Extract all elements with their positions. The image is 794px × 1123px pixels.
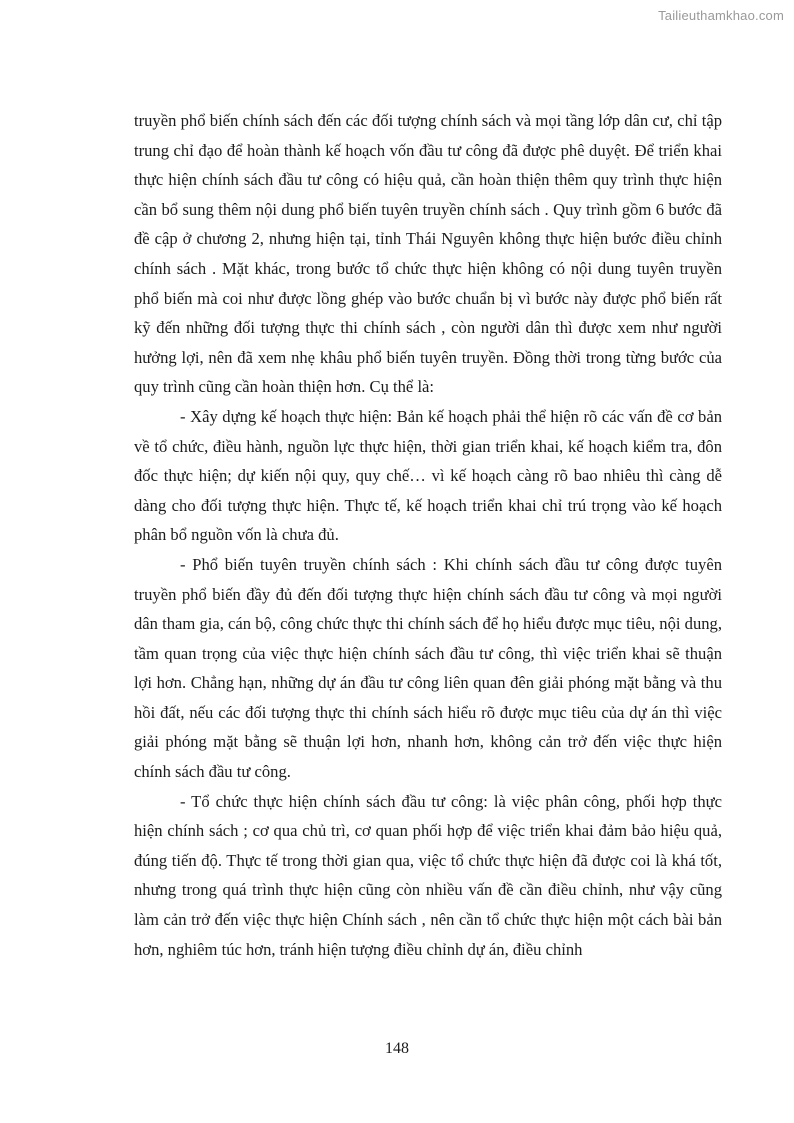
watermark: Tailieuthamkhao.com: [658, 8, 784, 23]
paragraph-continuation: truyền phổ biến chính sách đến các đối tượng chính sách và mọi tầng lớp dân cư, chỉ tập trung chỉ đạo để hoàn thành kế hoạch vốn đầu tư công đã được phê duyệt. Để triển khai thực hiện chính sách đầu tư công có hiệu quả, cần hoàn thiện thêm quy trình thực hiện cần bổ sung thêm nội dung phổ biến tuyên truyền chính sách . Quy trình gồm 6 bước đã đề cập ở chương 2, nhưng hiện tại, tỉnh Thái Nguyên không thực hiện bước điều chỉnh chính sách . Mặt khác, trong bước tổ chức thực hiện không có nội dung tuyên truyền phổ biến mà coi như được lồng ghép vào bước chuẩn bị vì bước này được phổ biến rất kỹ đến những đối tượng thực thi chính sách , còn người dân thì được xem như người hưởng lợi, nên đã xem nhẹ khâu phổ biến tuyên truyền. Đồng thời trong từng bước của quy trình cũng cần hoàn thiện hơn. Cụ thể là:: [134, 111, 722, 397]
paragraph-bullet-organization: - Tổ chức thực hiện chính sách đầu tư công: là việc phân công, phối hợp thực hiện chính sách ; cơ qua chủ trì, cơ quan phối hợp để việc triển khai đảm bảo hiệu quả, đúng tiến độ. Thực tế trong thời gian qua, việc tổ chức thực hiện đã được coi là khá tốt, nhưng trong quá trình thực hiện cũng còn nhiều vấn đề cần điều chỉnh, như vậy cũng làm cản trở đến việc thực hiện Chính sách , nên cần tổ chức thực hiện một cách bài bản hơn, nghiêm túc hơn, tránh hiện tượng điều chỉnh dự án, điều chỉnh: [134, 791, 722, 959]
page-number: 148: [385, 1040, 409, 1057]
document-body: [134, 106, 722, 964]
paragraph-bullet-propaganda: - Phổ biến tuyên truyền chính sách : Khi chính sách đầu tư công được tuyên truyền phổ biến đầy đủ đến đối tượng thực hiện chính sách đầu tư công và mọi người dân tham gia, cán bộ, công chức thực thi chính sách để họ hiểu được mục tiêu, nội dung, tầm quan trọng của việc thực hiện chính sách đầu tư công, thì việc triển khai sẽ thuận lợi hơn. Chẳng hạn, những dự án đầu tư công liên quan đên giải phóng mặt bằng và thu hồi đất, nếu các đối tượng thực thi chính sách hiểu rõ được mục tiêu của dự án thì việc giải phóng mặt bằng sẽ thuận lợi hơn, nhanh hơn, không cản trở đến việc thực hiện chính sách đầu tư công.: [134, 554, 722, 782]
paragraph-bullet-plan: - Xây dựng kế hoạch thực hiện: Bản kế hoạch phải thể hiện rõ các vấn đề cơ bản về tổ chức, điều hành, nguồn lực thực hiện, thời gian triển khai, kế hoạch kiểm tra, đôn đốc thực hiện; dự kiến nội quy, quy chế… vì kế hoạch càng rõ bao nhiêu thì càng dễ dàng cho đối tượng thực hiện. Thực tế, kế hoạch triển khai chỉ trú trọng vào kế hoạch phân bổ nguồn vốn là chưa đủ.: [134, 406, 722, 545]
